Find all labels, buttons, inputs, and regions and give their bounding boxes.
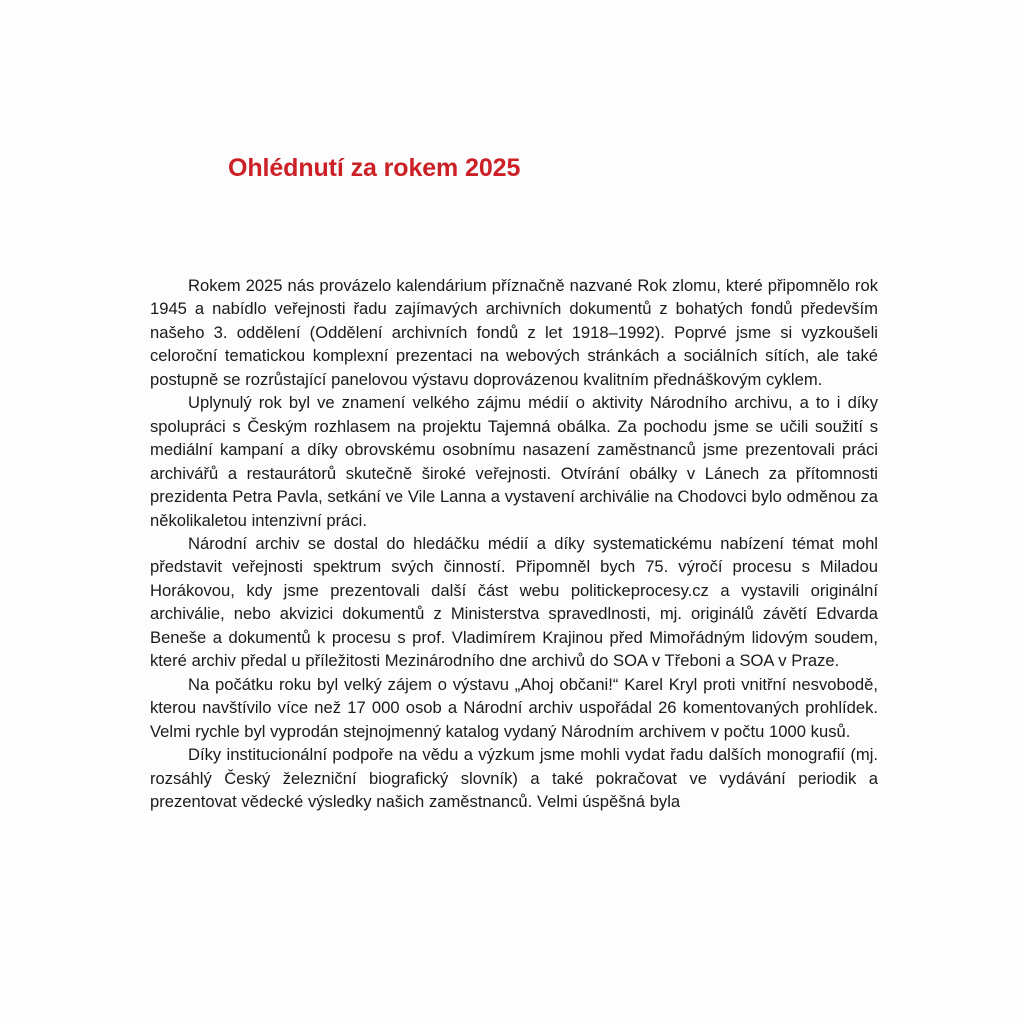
paragraph: Uplynulý rok byl ve znamení velkého zájmu médií o aktivity Národního archivu, a to i díky spolupráci s Českým rozhlasem na projektu Tajemná obálka. Za pochodu jsme se učili soužití s mediální kampaní a díky obrovskému osobnímu nasazení zaměstnanců jsme prezentovali práci archivářů a restaurátorů skutečně široké veřejnosti. Otvírání obálky v Lánech za přítomnosti prezidenta Petra Pavla, setkání ve Vile Lanna a vystavení archiválie na Chodovci bylo odměnou za několikaletou intenzivní práci. [150, 393, 878, 530]
paragraph: Na počátku roku byl velký zájem o výstavu „Ahoj občani!“ Karel Kryl proti vnitřní nesvobodě, kterou navštívilo více než 17 000 osob a Národní archiv uspořádal 26 komentovaných prohlídek. Velmi rychle byl vyprodán stejnojmenný katalog vydaný Národním archivem v počtu 1000 kusů. [150, 674, 878, 741]
article-body [150, 274, 878, 813]
page-title: Ohlédnutí za rokem 2025 [228, 154, 521, 182]
paragraph: Díky institucionální podpoře na vědu a výzkum jsme mohli vydat řadu dalších monografií (mj. rozsáhlý Český železniční biografický slovník) a také pokračovat ve vydávání periodik a prezentovat vědecké výsledky našich zaměstnanců. Velmi úspěšná byla [150, 745, 878, 811]
paragraph: Národní archiv se dostal do hledáčku médií a díky systematickému nabízení témat mohl představit veřejnosti spektrum svých činností. Připomněl bych 75. výročí procesu s Miladou Horákovou, kdy jsme prezentovali další část webu politickeprocesy.cz a vystavili originální archiválie, nebo akvizici dokumentů z Ministerstva spravedlnosti, mj. originálů závětí Edvarda Beneše a dokumentů k procesu s prof. Vladimírem Krajinou před Mimořádným lidovým soudem, které archiv předal u příležitosti Mezinárodního dne archivů do SOA v Třeboni a SOA v Praze. [150, 533, 878, 671]
paragraph: Rokem 2025 nás provázelo kalendárium příznačně nazvané Rok zlomu, které připomnělo rok 1945 a nabídlo veřejnosti řadu zajímavých archivních dokumentů z bohatých fondů především našeho 3. oddělení (Oddělení archivních fondů z let 1918–1992). Poprvé jsme si vyzkoušeli celoroční tematickou komplexní prezentaci na webových stránkách a sociálních sítích, ale také postupně se rozrůstající panelovou výstavu doprovázenou kvalitním přednáškovým cyklem. [150, 276, 878, 389]
